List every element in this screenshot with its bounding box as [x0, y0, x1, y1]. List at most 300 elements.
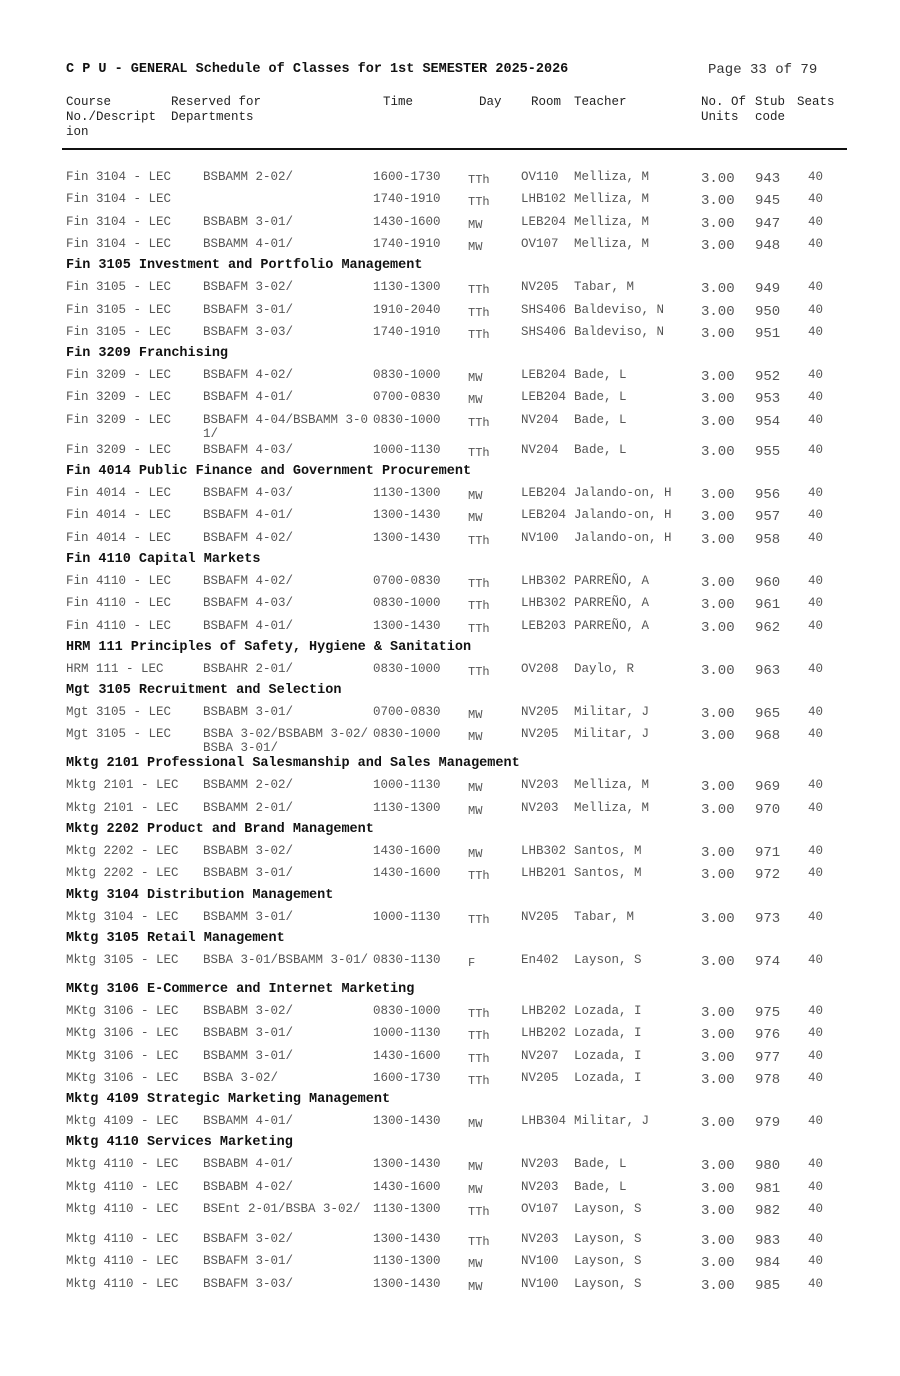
course-code: Fin 3105 - LEC [66, 302, 172, 317]
units: 3.00 [701, 1027, 735, 1044]
class-day: TTh [468, 1006, 490, 1021]
table-row [0, 508, 900, 530]
reserved-departments: BSBAFM 4-02/ [203, 530, 294, 545]
section-title: Mgt 3105 Recruitment and Selection [66, 683, 342, 699]
seats: 40 [808, 909, 824, 924]
units: 3.00 [701, 443, 735, 460]
reserved-departments: BSBAFM 3-02/ [203, 280, 294, 295]
teacher-name: Melliza, M [574, 236, 650, 251]
class-room: SHS406 [521, 324, 567, 339]
stub-code: 950 [755, 303, 781, 320]
seats: 40 [808, 705, 824, 720]
class-day: F [468, 955, 476, 970]
table-row [0, 662, 900, 684]
reserved-departments: BSBAFM 3-01/ [203, 1254, 294, 1269]
teacher-name: Lozada, I [574, 1003, 642, 1018]
seats: 40 [808, 1048, 824, 1063]
table-row [0, 705, 900, 727]
class-time: 1740-1910 [373, 192, 441, 207]
class-time: 1300-1430 [373, 1157, 441, 1172]
seats: 40 [808, 727, 824, 742]
units: 3.00 [701, 1115, 735, 1132]
stub-code: 976 [755, 1027, 781, 1044]
course-code: MKtg 3106 - LEC [66, 1070, 179, 1085]
class-day: TTh [468, 621, 490, 636]
class-room: NV100 [521, 1254, 559, 1269]
class-time: 1430-1600 [373, 214, 441, 229]
course-code: Fin 3105 - LEC [66, 324, 172, 339]
col-header-day: Day [479, 95, 502, 109]
stub-code: 980 [755, 1158, 781, 1175]
seats: 40 [808, 442, 824, 457]
class-time: 0700-0830 [373, 705, 441, 720]
course-code: Mktg 4110 - LEC [66, 1232, 179, 1246]
class-room: SHS406 [521, 302, 567, 317]
class-room: LHB102 [521, 192, 567, 207]
class-time: 1130-1300 [373, 1254, 441, 1269]
class-time: 1430-1600 [373, 866, 441, 881]
table-row [0, 192, 900, 214]
class-day: MW [468, 1279, 483, 1294]
col-header-reserved: Reserved for Departments [171, 95, 262, 124]
stub-code: 947 [755, 215, 781, 232]
class-day: TTh [468, 415, 490, 430]
class-time: 1300-1430 [373, 1114, 441, 1129]
seats: 40 [808, 236, 824, 251]
stub-code: 969 [755, 779, 781, 796]
class-room: LHB201 [521, 866, 567, 881]
units: 3.00 [701, 1203, 735, 1219]
teacher-name: Bade, L [574, 1179, 627, 1194]
seats: 40 [808, 661, 824, 676]
course-code: Mktg 2202 - LEC [66, 866, 179, 881]
class-time: 1740-1910 [373, 236, 441, 251]
class-room: NV205 [521, 727, 559, 742]
class-time: 0830-1000 [373, 727, 441, 742]
stub-code: 963 [755, 662, 781, 679]
table-row [0, 412, 900, 441]
units: 3.00 [701, 171, 735, 187]
course-code: Fin 3105 - LEC [66, 280, 172, 295]
seats: 40 [808, 778, 824, 793]
teacher-name: Bade, L [574, 390, 627, 405]
class-time: 1300-1430 [373, 508, 441, 523]
stub-code: 979 [755, 1115, 781, 1132]
teacher-name: Tabar, M [574, 280, 635, 295]
course-code: Fin 4014 - LEC [66, 508, 172, 523]
reserved-departments: BSBABM 4-02/ [203, 1179, 294, 1194]
class-time: 0830-1000 [373, 596, 441, 611]
units: 3.00 [701, 779, 735, 796]
units: 3.00 [701, 237, 735, 254]
class-day: TTh [468, 305, 490, 320]
section-title: Mktg 3104 Distribution Management [66, 887, 334, 903]
stub-code: 945 [755, 193, 781, 210]
class-room: NV205 [521, 705, 559, 720]
units: 3.00 [701, 1071, 735, 1088]
teacher-name: Baldeviso, N [574, 302, 665, 317]
table-row [0, 1071, 900, 1093]
stub-code: 951 [755, 325, 781, 342]
class-room: NV203 [521, 778, 559, 793]
class-room: NV203 [521, 1157, 559, 1172]
reserved-departments: BSBA 3-02/ [203, 1070, 279, 1085]
class-time: 1430-1600 [373, 1048, 441, 1063]
class-room: NV203 [521, 800, 559, 815]
teacher-name: Melliza, M [574, 214, 650, 229]
seats: 40 [808, 1026, 824, 1041]
seats: 40 [808, 573, 824, 588]
table-row [0, 486, 900, 508]
class-day: TTh [468, 912, 490, 927]
col-header-units: No. Of Units [701, 95, 747, 124]
seats: 40 [808, 1254, 824, 1269]
class-time: 1000-1130 [373, 442, 441, 457]
class-day: MW [468, 1117, 483, 1132]
stub-code: 985 [755, 1277, 781, 1294]
teacher-name: Bade, L [574, 412, 627, 427]
teacher-name: Militar, J [574, 1114, 650, 1129]
class-time: 1600-1730 [373, 170, 441, 184]
class-day: TTh [468, 1029, 490, 1044]
units: 3.00 [701, 413, 735, 430]
reserved-departments: BSBAFM 4-01/ [203, 618, 294, 633]
class-day: MW [468, 1182, 483, 1197]
units: 3.00 [701, 325, 735, 342]
class-room: OV208 [521, 661, 559, 676]
class-room: En402 [521, 952, 559, 967]
class-time: 1430-1600 [373, 844, 441, 858]
seats: 40 [808, 368, 824, 383]
course-code: Fin 3104 - LEC [66, 192, 172, 207]
units: 3.00 [701, 662, 735, 679]
teacher-name: Jalando-on, H [574, 486, 672, 500]
seats: 40 [808, 170, 824, 184]
class-time: 0700-0830 [373, 573, 441, 588]
units: 3.00 [701, 1180, 735, 1197]
units: 3.00 [701, 1233, 735, 1249]
class-room: LHB202 [521, 1026, 567, 1041]
reserved-departments: BSBAMM 2-02/ [203, 778, 294, 793]
reserved-departments: BSBAFM 4-03/ [203, 596, 294, 611]
stub-code: 960 [755, 574, 781, 591]
reserved-departments: BSBAMM 2-02/ [203, 170, 294, 184]
stub-code: 961 [755, 597, 781, 614]
class-day: TTh [468, 1205, 490, 1219]
seats: 40 [808, 952, 824, 967]
reserved-departments: BSBAFM 4-02/ [203, 573, 294, 588]
class-time: 0830-1000 [373, 1003, 441, 1018]
units: 3.00 [701, 728, 735, 745]
class-time: 1130-1300 [373, 800, 441, 815]
class-room: NV203 [521, 1179, 559, 1194]
teacher-name: Lozada, I [574, 1026, 642, 1041]
stub-code: 970 [755, 801, 781, 818]
seats: 40 [808, 1003, 824, 1018]
section-title: Mktg 4109 Strategic Marketing Management [66, 1092, 391, 1108]
section-title: Mktg 2202 Product and Brand Management [66, 822, 374, 837]
reserved-departments: BSBAFM 4-01/ [203, 508, 294, 523]
table-row [0, 801, 900, 823]
table-row [0, 1254, 900, 1276]
course-code: Mktg 4110 - LEC [66, 1276, 179, 1291]
course-code: Fin 4110 - LEC [66, 618, 172, 633]
class-day: TTh [468, 195, 490, 210]
class-time: 1130-1300 [373, 486, 441, 500]
table-row [0, 1232, 900, 1254]
seats: 40 [808, 324, 824, 339]
col-header-course: Course No./Descript ion [66, 95, 157, 139]
class-time: 1600-1730 [373, 1070, 441, 1085]
class-room: NV205 [521, 1070, 559, 1085]
class-day: MW [468, 217, 483, 232]
table-row [0, 390, 900, 412]
teacher-name: Layson, S [574, 1254, 642, 1269]
reserved-departments: BSBAMM 3-01/ [203, 909, 294, 924]
class-day: MW [468, 393, 483, 408]
stub-code: 973 [755, 910, 781, 927]
table-row [0, 280, 900, 302]
class-room: LEB204 [521, 390, 567, 405]
reserved-departments: BSBAFM 4-01/ [203, 390, 294, 405]
teacher-name: Lozada, I [574, 1070, 642, 1085]
units: 3.00 [701, 303, 735, 320]
reserved-departments: BSBAFM 4-02/ [203, 368, 294, 383]
seats: 40 [808, 508, 824, 523]
class-day: TTh [468, 599, 490, 614]
seats: 40 [808, 596, 824, 611]
table-row [0, 619, 900, 641]
teacher-name: Melliza, M [574, 800, 650, 815]
teacher-name: Militar, J [574, 727, 650, 742]
stub-code: 968 [755, 728, 781, 745]
units: 3.00 [701, 1049, 735, 1066]
class-day: MW [468, 489, 483, 503]
seats: 40 [808, 192, 824, 207]
stub-code: 956 [755, 487, 781, 503]
class-time: 1300-1430 [373, 1232, 441, 1246]
units: 3.00 [701, 910, 735, 927]
teacher-name: Santos, M [574, 866, 642, 881]
units: 3.00 [701, 1277, 735, 1294]
class-day: MW [468, 371, 483, 386]
units: 3.00 [701, 801, 735, 818]
course-code: Fin 3209 - LEC [66, 390, 172, 405]
class-room: NV205 [521, 909, 559, 924]
seats: 40 [808, 302, 824, 317]
course-code: Fin 3104 - LEC [66, 170, 172, 184]
course-code: Mktg 3104 - LEC [66, 909, 179, 924]
units: 3.00 [701, 487, 735, 503]
stub-code: 949 [755, 281, 781, 298]
class-day: TTh [468, 1073, 490, 1088]
course-code: Fin 3209 - LEC [66, 368, 172, 383]
class-time: 1740-1910 [373, 324, 441, 339]
class-time: 0830-1000 [373, 661, 441, 676]
class-room: NV204 [521, 442, 559, 457]
seats: 40 [808, 1202, 824, 1216]
class-time: 1300-1430 [373, 530, 441, 545]
teacher-name: Layson, S [574, 952, 642, 967]
section-title: Fin 3209 Franchising [66, 346, 229, 362]
reserved-departments: BSBAFM 3-02/ [203, 1232, 294, 1246]
teacher-name: Tabar, M [574, 909, 635, 924]
class-time: 1300-1430 [373, 618, 441, 633]
reserved-departments: BSBABM 3-01/ [203, 866, 294, 881]
class-day: MW [468, 803, 483, 818]
class-room: NV205 [521, 280, 559, 295]
class-room: NV100 [521, 530, 559, 545]
seats: 40 [808, 280, 824, 295]
course-code: Mgt 3105 - LEC [66, 727, 172, 742]
stub-code: 943 [755, 171, 781, 187]
stub-code: 978 [755, 1071, 781, 1088]
seats: 40 [808, 214, 824, 229]
class-time: 1000-1130 [373, 1026, 441, 1041]
units: 3.00 [701, 1255, 735, 1272]
seats: 40 [808, 1232, 824, 1246]
units: 3.00 [701, 509, 735, 526]
stub-code: 955 [755, 443, 781, 460]
reserved-departments: BSBABM 3-02/ [203, 844, 294, 858]
stub-code: 977 [755, 1049, 781, 1066]
reserved-departments: BSBAFM 4-03/ [203, 442, 294, 457]
class-day: MW [468, 1257, 483, 1272]
units: 3.00 [701, 845, 735, 861]
class-room: NV204 [521, 412, 559, 427]
teacher-name: PARREÑO, A [574, 573, 650, 588]
class-time: 1300-1430 [373, 1276, 441, 1291]
teacher-name: Santos, M [574, 844, 642, 858]
reserved-departments: BSBAMM 3-01/ [203, 1048, 294, 1063]
class-room: OV107 [521, 236, 559, 251]
class-room: LHB302 [521, 844, 567, 858]
teacher-name: Layson, S [574, 1276, 642, 1291]
class-time: 1130-1300 [373, 280, 441, 295]
table-row [0, 531, 900, 553]
units: 3.00 [701, 597, 735, 614]
course-code: Mktg 3105 - LEC [66, 952, 179, 967]
class-day: MW [468, 239, 483, 254]
table-row [0, 910, 900, 932]
table-row [0, 443, 900, 465]
course-code: Fin 4110 - LEC [66, 596, 172, 611]
section-title: MKtg 3106 E-Commerce and Internet Marketing [66, 981, 415, 997]
table-row [0, 1202, 900, 1224]
reserved-departments: BSBA 3-01/BSBAMM 3-01/ [203, 952, 369, 967]
units: 3.00 [701, 1158, 735, 1175]
section-title: Mktg 2101 Professional Salesmanship and Sales Management [66, 756, 520, 772]
stub-code: 954 [755, 413, 781, 430]
teacher-name: PARREÑO, A [574, 618, 650, 633]
reserved-departments: BSEnt 2-01/BSBA 3-02/ [203, 1202, 361, 1216]
stub-code: 982 [755, 1203, 781, 1219]
seats: 40 [808, 486, 824, 500]
table-row [0, 727, 900, 756]
course-code: MKtg 3106 - LEC [66, 1026, 179, 1041]
table-row [0, 325, 900, 347]
course-code: HRM 111 - LEC [66, 661, 164, 676]
seats: 40 [808, 844, 824, 858]
table-row [0, 368, 900, 390]
class-room: OV107 [521, 1202, 559, 1216]
class-time: 1130-1300 [373, 1202, 441, 1216]
course-code: Fin 3104 - LEC [66, 236, 172, 251]
course-code: MKtg 3106 - LEC [66, 1003, 179, 1018]
units: 3.00 [701, 574, 735, 591]
class-time: 1000-1130 [373, 778, 441, 793]
stub-code: 962 [755, 619, 781, 636]
reserved-departments: BSBABM 4-01/ [203, 1157, 294, 1172]
class-day: TTh [468, 533, 490, 548]
class-day: TTh [468, 1235, 490, 1249]
teacher-name: Layson, S [574, 1202, 642, 1216]
stub-code: 958 [755, 531, 781, 548]
teacher-name: Daylo, R [574, 661, 635, 676]
units: 3.00 [701, 867, 735, 884]
section-title: Mktg 3105 Retail Management [66, 930, 285, 946]
class-day: MW [468, 730, 483, 745]
seats: 40 [808, 618, 824, 633]
stub-code: 981 [755, 1180, 781, 1197]
section-title: Fin 3105 Investment and Portfolio Management [66, 258, 423, 274]
stub-code: 948 [755, 237, 781, 254]
table-row [0, 237, 900, 259]
course-code: Mktg 4110 - LEC [66, 1254, 179, 1269]
units: 3.00 [701, 215, 735, 232]
page-number: Page 33 of 79 [708, 62, 818, 78]
stub-code: 984 [755, 1255, 781, 1272]
class-room: LEB204 [521, 214, 567, 229]
course-code: Fin 3209 - LEC [66, 442, 172, 457]
col-header-stub: Stub code [755, 95, 786, 124]
class-day: MW [468, 511, 483, 526]
course-code: Fin 4014 - LEC [66, 486, 172, 500]
class-room: NV203 [521, 1232, 559, 1246]
units: 3.00 [701, 531, 735, 548]
class-day: TTh [468, 173, 490, 187]
stub-code: 974 [755, 953, 781, 970]
course-code: Fin 4110 - LEC [66, 573, 172, 588]
teacher-name: Lozada, I [574, 1048, 642, 1063]
course-code: Mktg 4109 - LEC [66, 1114, 179, 1129]
units: 3.00 [701, 369, 735, 386]
units: 3.00 [701, 391, 735, 408]
reserved-departments: BSBABM 3-01/ [203, 214, 294, 229]
table-row [0, 170, 900, 192]
class-day: TTh [468, 664, 490, 679]
class-room: LEB204 [521, 368, 567, 383]
seats: 40 [808, 530, 824, 545]
class-time: 0830-1000 [373, 368, 441, 383]
class-room: LEB203 [521, 618, 567, 633]
teacher-name: Baldeviso, N [574, 324, 665, 339]
class-day: TTh [468, 445, 490, 460]
stub-code: 972 [755, 867, 781, 884]
class-day: MW [468, 781, 483, 796]
reserved-departments: BSBAFM 4-04/BSBAMM 3-01/ [203, 412, 369, 441]
class-day: TTh [468, 869, 490, 884]
teacher-name: Bade, L [574, 368, 627, 383]
table-row [0, 1004, 900, 1026]
section-title: Fin 4110 Capital Markets [66, 551, 261, 567]
class-room: OV110 [521, 170, 559, 184]
seats: 40 [808, 412, 824, 427]
course-code: Fin 3104 - LEC [66, 214, 172, 229]
class-room: LHB304 [521, 1114, 567, 1129]
units: 3.00 [701, 1004, 735, 1021]
reserved-departments: BSBABM 3-02/ [203, 1003, 294, 1018]
